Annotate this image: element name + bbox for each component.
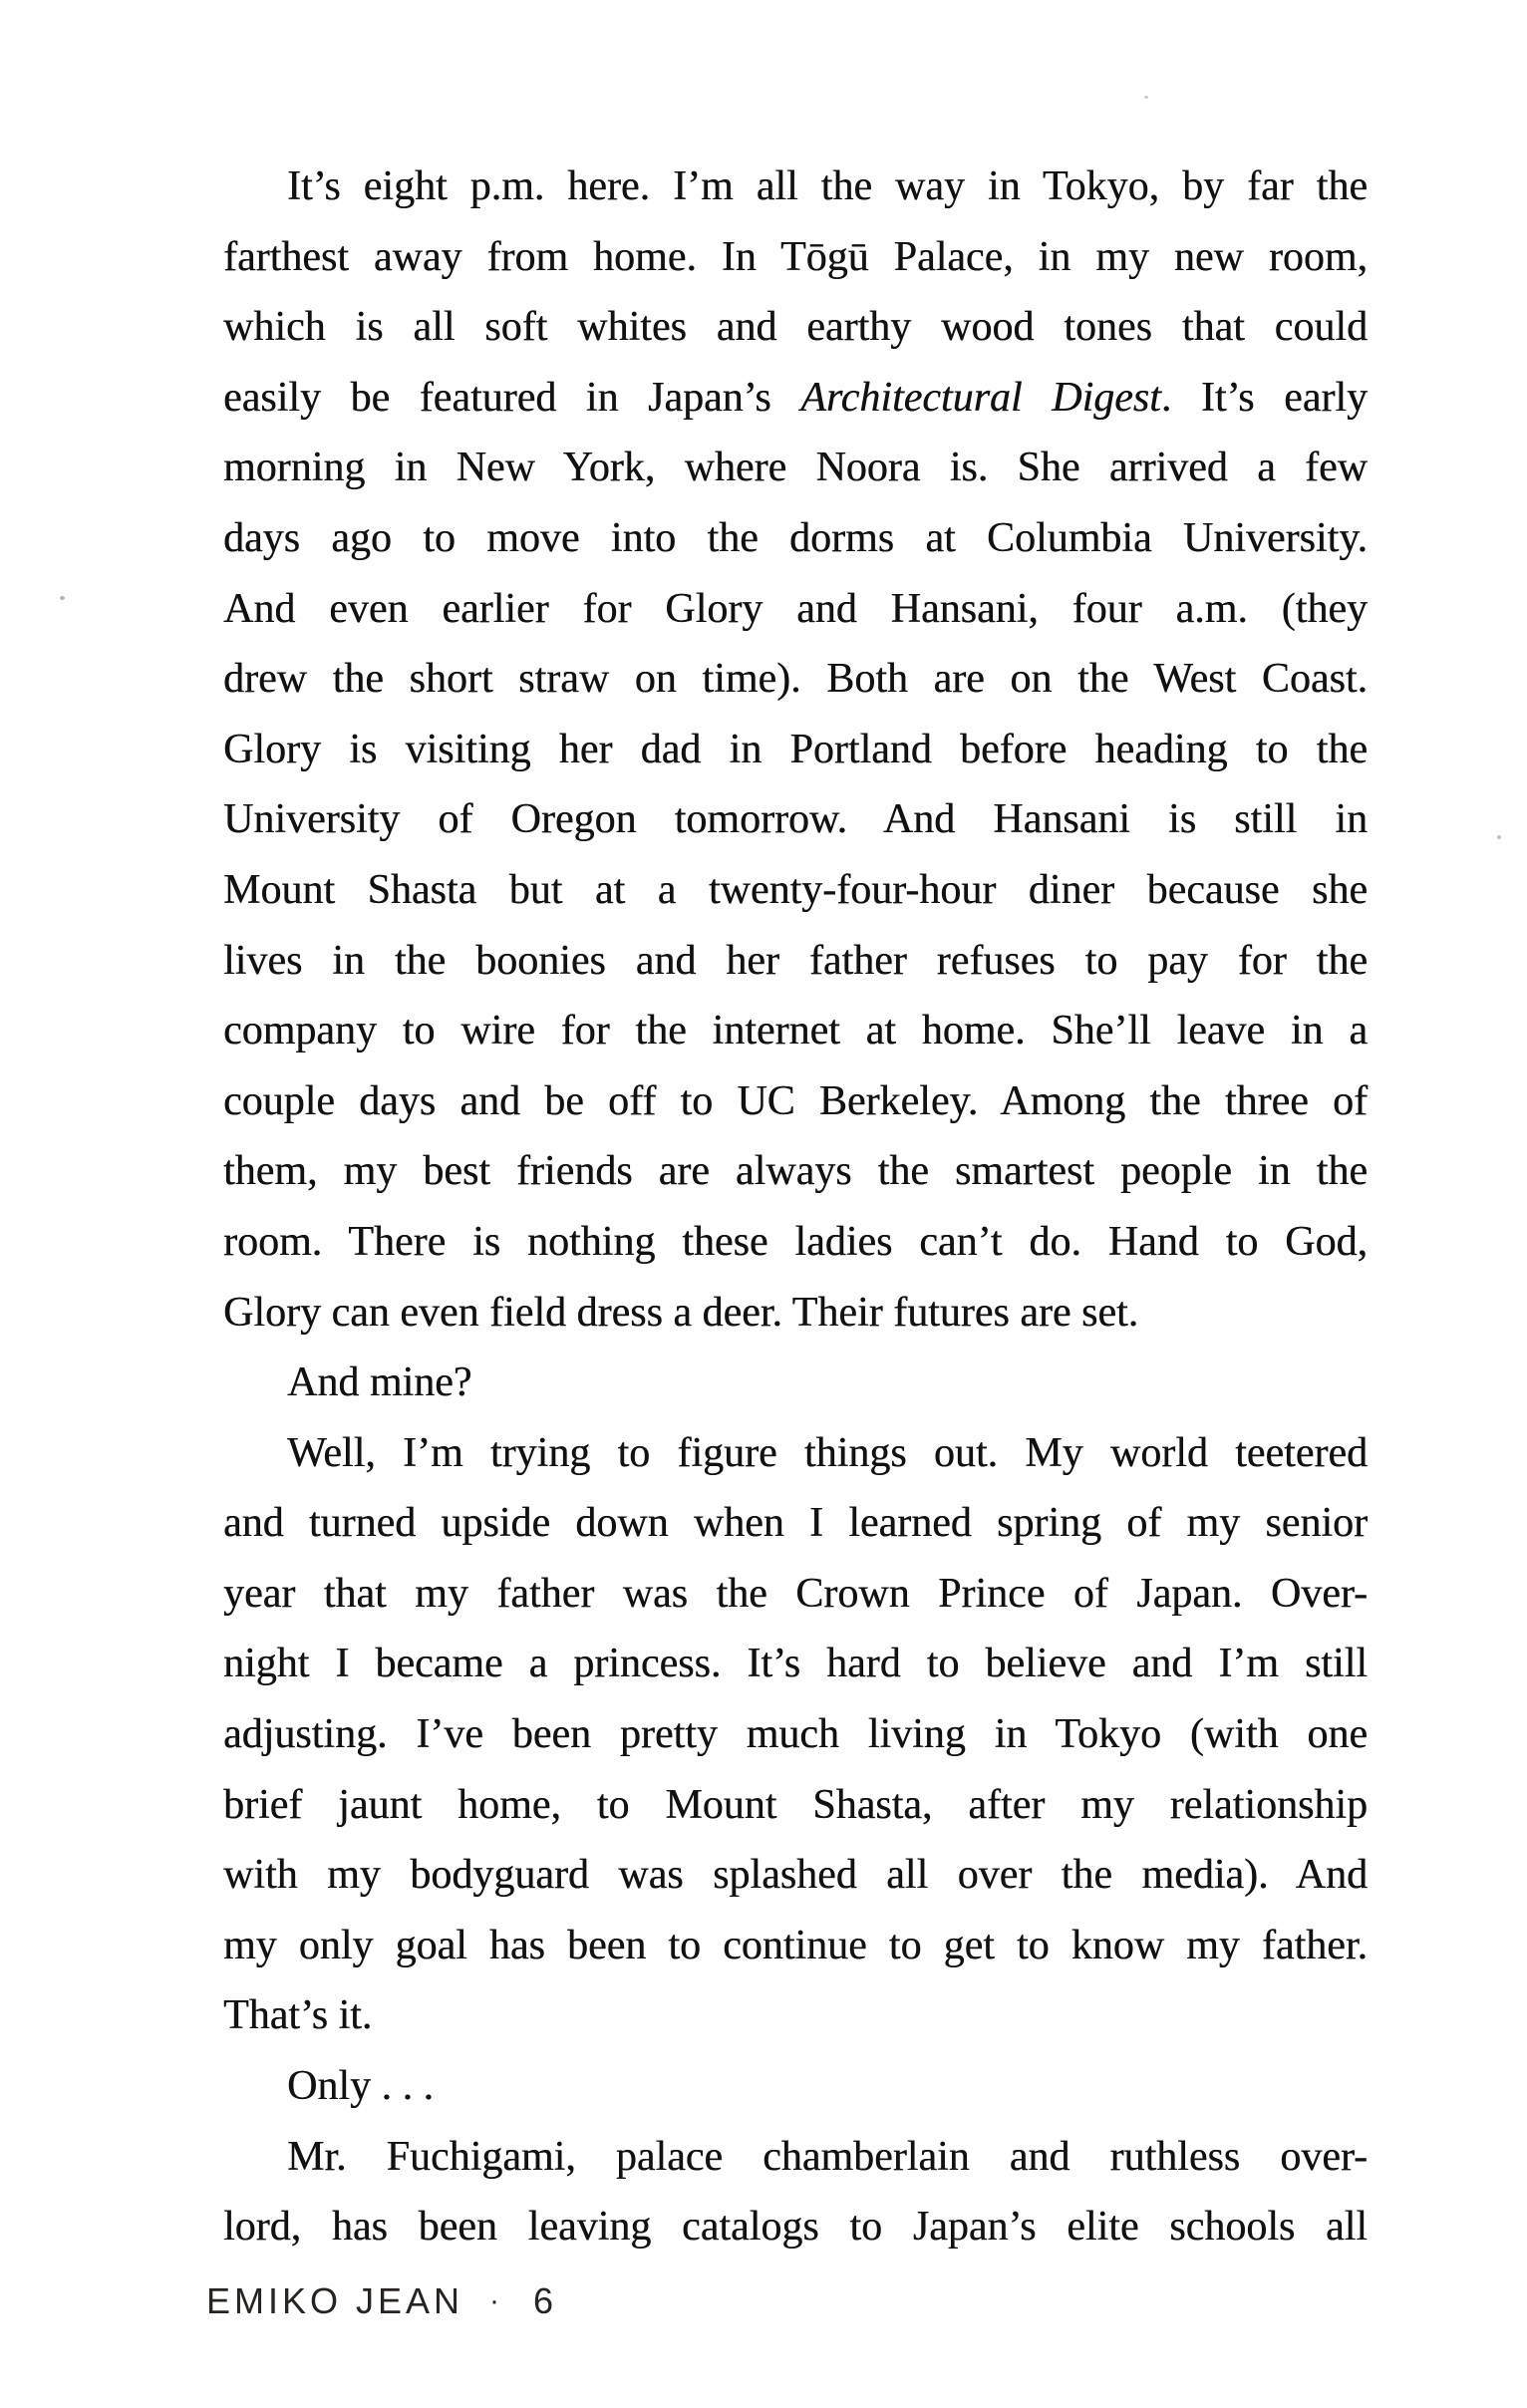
text-run: University of Oregon tomorrow. And Hansani is still in: [223, 796, 1368, 843]
text-line: [223, 222, 1368, 293]
text-line: [223, 1136, 1368, 1207]
text-run: with my bodyguard was splashed all over the media). And: [223, 1852, 1368, 1899]
text-run: night I became a princess. It’s hard to believe and I’m still: [223, 1641, 1368, 1687]
footer-author: EMIKO JEAN: [206, 2280, 464, 2321]
text-line: [223, 1699, 1368, 1770]
text-line: [223, 1066, 1368, 1137]
text-line: [223, 2051, 1368, 2122]
text-line: [223, 1770, 1368, 1841]
text-run: Glory can even field dress a deer. Their futures are set.: [223, 1289, 1139, 1336]
text-run: Mr. Fuchigami, palace chamberlain and ruthless over-: [287, 2133, 1368, 2180]
text-run: couple days and be off to UC Berkeley. Among the three of: [223, 1077, 1368, 1124]
text-line: [223, 433, 1368, 503]
text-line: [223, 1629, 1368, 1699]
text-line: [223, 574, 1368, 645]
text-line: [223, 1278, 1368, 1349]
text-line: [223, 855, 1368, 926]
scan-speck: [60, 596, 65, 600]
text-run: my only goal has been to continue to get to know my father.: [223, 1922, 1368, 1968]
text-run: easily be featured in Japan’s: [223, 374, 801, 421]
text-line: [223, 292, 1368, 363]
footer-page-number: 6: [533, 2280, 558, 2321]
text-run: And even earlier for Glory and Hansani, four a.m. (they: [223, 585, 1368, 632]
text-line: [223, 784, 1368, 855]
text-run: lives in the boonies and her father refuses to pay for the: [223, 937, 1368, 984]
text-run: room. There is nothing these ladies can’t do. Hand to God,: [223, 1218, 1368, 1265]
text-run: company to wire for the internet at home. She’ll leave in a: [223, 1008, 1368, 1054]
text-line: [223, 1207, 1368, 1278]
text-line: [223, 1840, 1368, 1911]
text-run: lord, has been leaving catalogs to Japan’s elite schools all: [223, 2204, 1368, 2251]
scan-speck: [1497, 835, 1501, 839]
text-line: [223, 151, 1368, 222]
text-run: . It’s early: [1160, 374, 1369, 421]
text-run: Glory is visiting her dad in Portland before heading to the: [223, 726, 1368, 772]
footer-separator: ·: [489, 2284, 504, 2317]
page-footer: [206, 2280, 557, 2322]
text-line: [223, 644, 1368, 715]
text-run: adjusting. I’ve been pretty much living in Tokyo (with one: [223, 1711, 1368, 1758]
scan-speck: [1144, 96, 1148, 99]
text-line: [223, 2192, 1368, 2262]
text-line: [223, 1418, 1368, 1489]
text-line: [223, 926, 1368, 997]
text-line: [223, 2122, 1368, 2193]
text-line: [223, 1488, 1368, 1559]
text-run: That’s it.: [223, 1992, 373, 2039]
text-run: Only . . .: [287, 2063, 434, 2110]
text-run: and turned upside down when I learned spring of my senior: [223, 1500, 1368, 1547]
text-run: days ago to move into the dorms at Columbia University.: [223, 514, 1368, 561]
text-line: [223, 715, 1368, 785]
text-run: year that my father was the Crown Prince of Japan. Over-: [223, 1570, 1368, 1617]
text-run: It’s eight p.m. here. I’m all the way in Tokyo, by far the: [287, 163, 1368, 209]
text-run: which is all soft whites and earthy wood tones that could: [223, 304, 1368, 351]
text-run: Mount Shasta but at a twenty-four-hour diner because she: [223, 866, 1368, 913]
text-run: And mine?: [287, 1359, 472, 1406]
text-line: [223, 1559, 1368, 1630]
text-run: drew the short straw on time). Both are on the West Coast.: [223, 656, 1368, 703]
text-line: [223, 363, 1368, 434]
page-text-block: [223, 151, 1368, 2262]
text-run: them, my best friends are always the smartest people in the: [223, 1148, 1368, 1195]
text-run: brief jaunt home, to Mount Shasta, after my relationship: [223, 1781, 1368, 1828]
text-line: [223, 1348, 1368, 1418]
text-line: [223, 996, 1368, 1066]
text-line: [223, 503, 1368, 574]
italic-text: Architectural Digest: [800, 374, 1161, 421]
text-line: [223, 1911, 1368, 1981]
text-run: Well, I’m trying to figure things out. My world teetered: [287, 1429, 1368, 1476]
text-line: [223, 1980, 1368, 2051]
text-run: farthest away from home. In Tōgū Palace, in my new room,: [223, 233, 1368, 280]
text-run: morning in New York, where Noora is. She arrived a few: [223, 445, 1368, 491]
